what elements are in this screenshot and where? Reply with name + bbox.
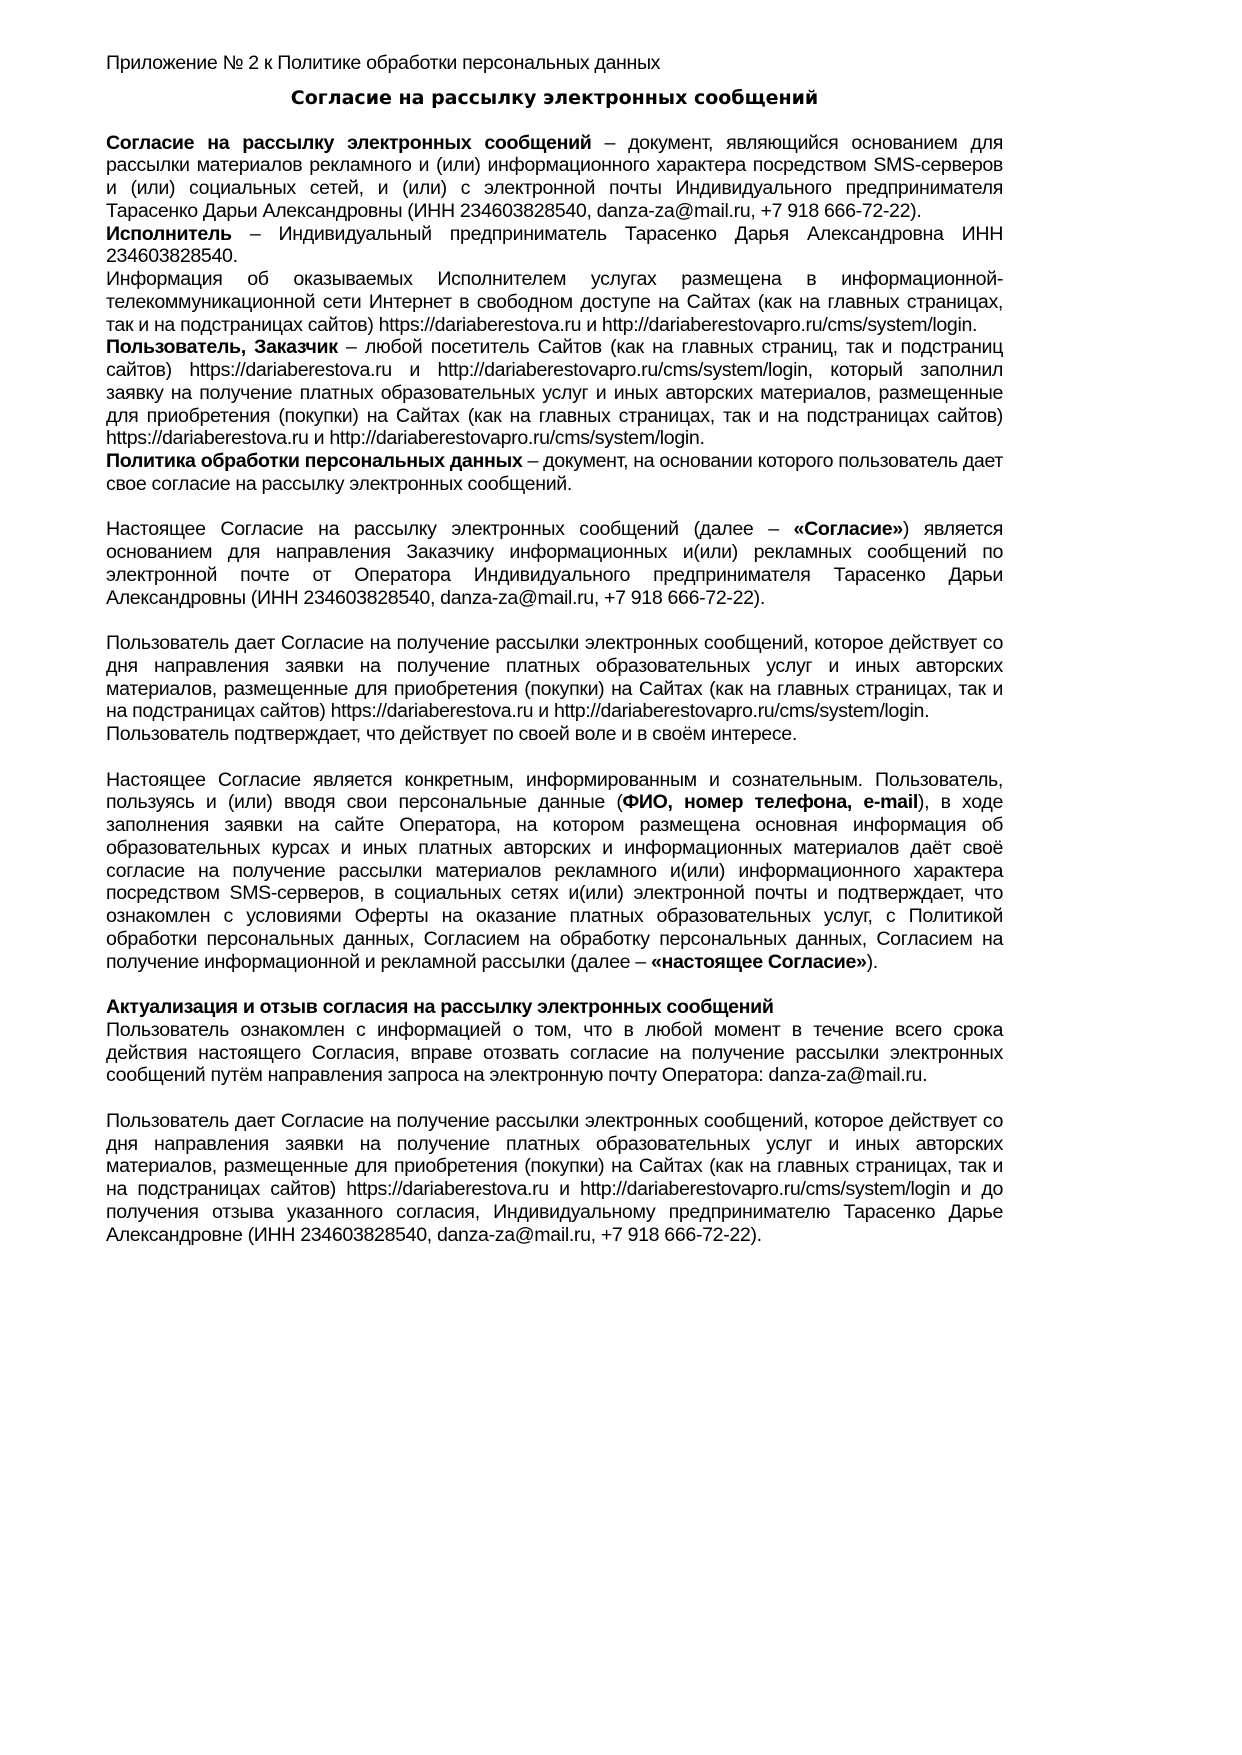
definition-info: [106, 268, 1003, 336]
text-run: ) является основанием для направления Заказчику информационных и(или) рекламных сообщений по электронной почте от Оператора Индивидуального предпринимателя Тарасенко Дарьи Александровны (ИНН 234603828540, danza-za@mail.ru, +7 918 666-72-22).: [106, 518, 1003, 609]
text-run: ), в ходе заполнения заявки на сайте Оператора, на котором размещена основная информация об образовательных курсах и иных платных авторских и информационных материалов даёт своё согласие на получение рассылки материалов рекламного и(или) информационного характера посредством SMS-серверов, в социальных сетях и(или) электронной почты и подтверждает, что ознакомлен с условиями Оферты на оказание платных образовательных услуг, с Политикой обработки персональных данных, Согласием на обработку персональных данных, Согласием на получение информационной и рекламной рассылки (далее –: [106, 791, 1003, 973]
definition-user: [106, 336, 1003, 450]
section-heading-revoke: [106, 996, 1003, 1019]
annex-header: Приложение № 2 к Политике обработки персональных данных: [106, 52, 661, 74]
definition-term: Пользователь, Заказчик: [106, 336, 338, 359]
definition-text: – любой посетитель Сайтов (как на главных страниц, так и подстраниц сайтов) https://dariaberestova.ru и http://dariaberestovapro.ru/cms/system/login, который заполнил заявку на получение платных образовательных услуг и иных авторских материалов, размещенные для приобретения (покупки) на Сайтах (как на главных страницах, так и на подстраницах сайтов) https://dariaberestova.ru и http://dariaberestovapro.ru/cms/system/login.: [106, 336, 1004, 450]
definition-term: Политика обработки персональных данных: [106, 450, 523, 472]
paragraph-specific-consent: [106, 769, 1003, 974]
spacer: [106, 609, 1003, 632]
text-run: Настоящее Согласие является конкретным, информированным и сознательным. Пользователь, пользуясь и (или) вводя свои персональные данные (: [106, 768, 1003, 814]
document-page: [106, 52, 1003, 1246]
definition-text: – документ, на основании которого пользователь дает свое согласие на рассылку электронных сообщений.: [106, 450, 1004, 495]
text-run: ).: [866, 950, 878, 973]
bold-run: «Согласие»: [793, 518, 903, 541]
definition-text: – Индивидуальный предприниматель Тарасенко Дарья Александровна ИНН 234603828540.: [106, 222, 1003, 268]
paragraph-final: Пользователь дает Согласие на получение рассылки электронных сообщений, которое действует со дня направления заявки на получение платных образовательных услуг и иных авторских материалов, размещенные для приобретения (покупки) на Сайтах (как на главных страницах, так и на подстраницах сайтов) https://dariaberestova.ru и http://dariaberestovapro.ru/cms/system/login и до получения отзыва указанного согласия, Индивидуальному предпринимателю Тарасенко Дарье Александровне (ИНН 234603828540, danza-za@mail.ru, +7 918 666-72-22).: [106, 1109, 1003, 1246]
heading-text: Актуализация и отзыв согласия на рассылку электронных сообщений: [106, 996, 774, 1018]
definition-text: Информация об оказываемых Исполнителем услугах размещена в информационной-телекоммуникационной сети Интернет в свободном доступе на Сайтах (как на главных страницах, так и на подстраницах сайтов) https://dariaberestova.ru и http://dariaberestovapro.ru/cms/system/login.: [106, 268, 1003, 336]
spacer: [106, 746, 1003, 769]
spacer: [106, 496, 1003, 519]
paragraph-revoke: Пользователь ознакомлен с информацией о том, что в любой момент в течение всего срока действия настоящего Согласия, вправе отозвать согласие на получение рассылки электронных сообщений путём направления запроса на электронную почту Оператора: danza-za@mail.ru.: [106, 1018, 1003, 1087]
spacer: [106, 1087, 1003, 1110]
bold-run: ФИО, номер телефона, e-mail: [622, 791, 918, 814]
paragraph-user-confirms: Пользователь подтверждает, что действует по своей воле и в своём интересе.: [106, 723, 797, 745]
spacer: [106, 973, 1003, 996]
definition-policy: [106, 450, 1003, 496]
text-run: Настоящее Согласие на рассылку электронных сообщений (далее –: [106, 518, 794, 541]
definition-term: Исполнитель: [106, 222, 232, 245]
document-title: Согласие на рассылку электронных сообщений: [290, 86, 819, 109]
definition-executor: [106, 223, 1003, 269]
definition-consent: [106, 132, 1003, 223]
bold-run: «настоящее Согласие»: [650, 950, 867, 973]
paragraph-consent-basis: [106, 518, 1003, 609]
definition-term: Согласие на рассылку электронных сообщений: [106, 131, 592, 154]
paragraph-user-gives-consent: Пользователь дает Согласие на получение рассылки электронных сообщений, которое действует со дня направления заявки на получение платных образовательных услуг и иных авторских материалов, размещенные для приобретения (покупки) на Сайтах (как на главных страницах, так и на подстраницах сайтов) https://dariaberestova.ru и http://dariaberestovapro.ru/cms/system/login.: [106, 632, 1003, 723]
definition-text: – документ, являющийся основанием для рассылки материалов рекламного и (или) информационного характера посредством SMS-серверов и (или) социальных сетей, и (или) с электронной почты Индивидуального предпринимателя Тарасенко Дарьи Александровны (ИНН 234603828540, danza-za@mail.ru, +7 918 666-72-22).: [106, 131, 1003, 222]
